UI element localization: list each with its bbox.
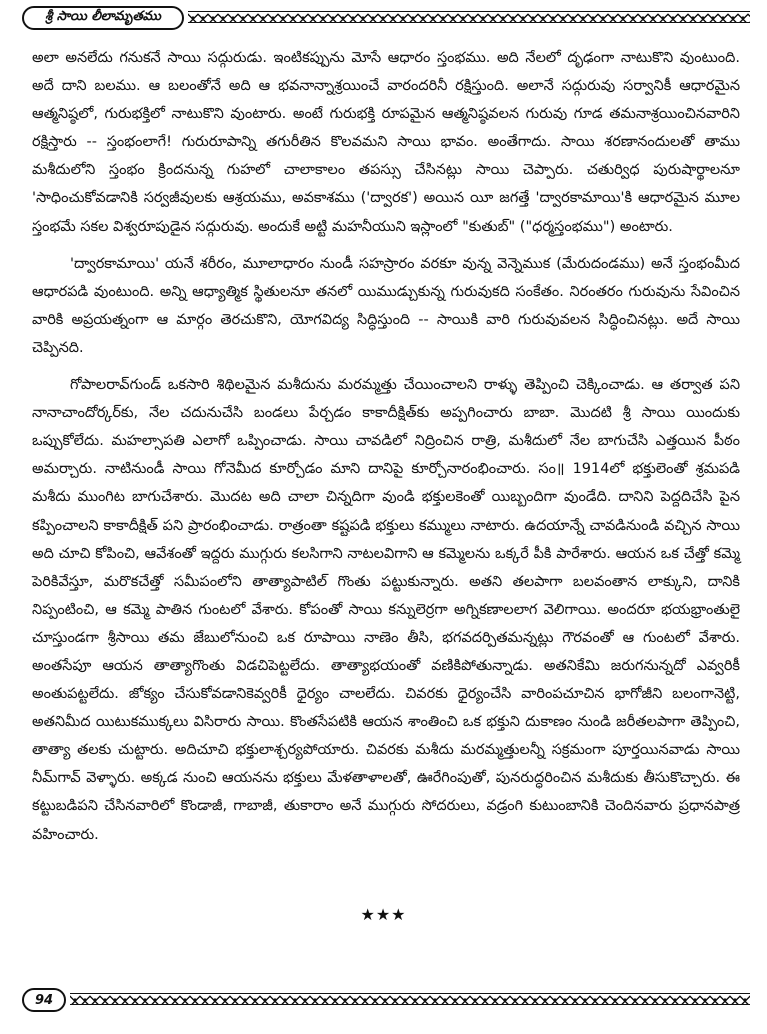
decorative-border-top	[188, 11, 750, 23]
paragraph-2: 'ద్వారకామాయి' యనే శరీరం, మూలాధారం నుండీ సహస్రారం వరకూ వున్న వెన్నెముక (మేరుదండము) అనే స్తంభంమీద ఆధారపడి వుంటుంది. అన్ని ఆధ్యాత్మిక స్థితులనూ తనలో యిముడ్చుకున్న గురువుకది సంకేతం. నిరంతరం గురువును సేవించిన వారికి అప్రయత్నంగా ఆ మార్గం తెరచుకొని, యోగవిద్య సిద్ధిస్తుంది -- సాయికి వారి గురువువలన సిద్ధించినట్లు. అదే సాయి చెప్పినది.	[32, 255, 740, 356]
page-header	[22, 6, 750, 32]
section-separator: ★★★	[360, 905, 407, 924]
decorative-border-bottom	[70, 993, 750, 1005]
paragraph-3: గోపాలరావ్‌గుండ్ ఒకసారి శిథిలమైన మశీదును మరమ్మత్తు చేయించాలని రాళ్ళు తెప్పించి చెక్కించాడు. ఆ తర్వాత పని నానాచాందోర్కర్‌కు, నేల చదునుచేసి బండలు పేర్చడం కాకాదీక్షిత్‌కు అప్పగించారు బాబా. మొదటి శ్రీ సాయి యిందుకు ఒప్పుకోలేదు. మహల్సాపతి ఎలాగో ఒప్పించాడు. సాయి చావడిలో నిద్రించిన రాత్రి, మశీదులో నేల బాగుచేసి ఎత్తయిన పీఠం అమర్చారు. నాటినుండీ సాయి గోనెమీద కూర్చోడం మాని దానిపై కూర్చోనారంభించారు. సం॥ 1914లో భక్తులెంతో శ్రమపడి మశీదు ముంగిట బాగుచేశారు. మొదట అది చాలా చిన్నదిగా వుండి భక్తులకెంతో యిబ్బందిగా వుండేది. దానిని పెద్దదిచేసి పైన కప్పించాలని కాకాదీక్షిత్ పని ప్రారంభించాడు. రాత్రంతా కష్టపడి భక్తులు కమ్ములు నాటారు. ఉదయాన్నే చావడినుండి వచ్చిన సాయి అది చూచి కోపించి, ఆవేశంతో ఇద్దరు ముగ్గురు కలసిగాని నాటలవిగాని ఆ కమ్మెలను ఒక్కరే పీకి పారేశారు. ఆయన ఒక చేత్తో కమ్మె పెరికివేస్తూ, మరొకచేత్తో సమీపంలోని తాత్యాపాటిల్ గొంతు పట్టుకున్నారు. అతని తలపాగా బలవంతాన లాక్కుని, దానికి నిప్పంటించి, ఆ కమ్మె పాతిన గుంటలో వేశారు. కోపంతో సాయి కన్నులెర్రగా అగ్నికణాలలాగ వెలిగాయి. అందరూ భయభ్రాంతులై చూస్తుండగా శ్రీసాయి తమ జేబులోనుంచి ఒక రూపాయి నాణెం తీసి, భగవదర్పితమన్నట్లు గౌరవంతో ఆ గుంటలో వేశారు. అంతసేపూ ఆయన తాత్యాగొంతు విడచిపెట్టలేదు. తాత్యాభయంతో వణికిపోతున్నాడు. అతనికేమి జరుగనున్నదో ఎవ్వరికీ అంతుపట్టలేదు. జోక్యం చేసుకోవడానికెవ్వరికీ ధైర్యం చాలలేదు. చివరకు ధైర్యంచేసి వారింపచూచిన భాగోజీని బలంగానెట్టి, అతనిమీద యిటుకముక్కలు విసిరారు సాయి. కొంతసేపటికి ఆయన శాంతించి ఒక భక్తుని దుకాణం నుండి జరీతలపాగా తెప్పించి, తాత్యా తలకు చుట్టారు. అదిచూచి భక్తులాశ్చర్యపోయారు. చివరకు మశీదు మరమ్మత్తులన్నీ సక్రమంగా పూర్తయినవాడు సాయి నీమ్‌గావ్ వెళ్ళారు. అక్కడ నుంచి ఆయనను భక్తులు మేళతాళాలతో, ఊరేగింపుతో, పునరుద్ధరించిన మశీదుకు తీసుకొచ్చారు. ఈ కట్టుబడిపని చేసినవారిలో కొండాజీ, గాబాజీ, తుకారాం అనే ముగ్గురు సోదరులు, వడ్రంగి కుటుంబానికి చెందినవారు ప్రధానపాత్ర వహించారు.	[32, 377, 740, 843]
body-text	[32, 44, 740, 858]
page-footer	[22, 988, 750, 1014]
running-title: శ్రీ సాయి లీలామృతము	[22, 6, 184, 30]
page-number: 94	[22, 988, 66, 1012]
paragraph-1: అలా అనలేదు గనుకనే సాయి సద్గురుడు. ఇంటికప్పును మోసే ఆధారం స్తంభము. అది నేలలో దృఢంగా నాటుకొని వుంటుంది. అదే దాని బలము. ఆ బలంతోనే అది ఆ భవనాన్నాశ్రయించే వారందరినీ రక్షిస్తుంది. అలానే సద్గురువు సర్వానికీ ఆధారమైన ఆత్మనిష్ఠలో, గురుభక్తిలో నాటుకొని వుంటారు. అంటే గురుభక్తి రూపమైన ఆత్మనిష్ఠవలన గురువు గూడ తమనాశ్రయించినవారిని రక్షిస్తారు -- స్తంభంలాగే! గురురూపాన్ని తగురీతిన కొలవమని సాయి భావం. అంతేగాదు. సాయి శరణానందులతో తాము మశీదులోని స్తంభం క్రిందనున్న గుహలో చాలాకాలం తపస్సు చేసినట్లు సాయి చెప్పారు. చతుర్విధ పురుషార్థాలనూ 'సాధించుకోవడానికి సర్వజీవులకు ఆశ్రయము, అవకాశము ('ద్వారక') అయిన యీ జగత్తే 'ద్వారకామాయి'కి ఆధారమైన మూల స్తంభమే సకల విశ్వరూపుడైన సద్గురువు. అందుకే అట్టి మహనీయుని ఇస్లాంలో "కుతుబ్" ("ధర్మస్తంభము") అంటారు.	[32, 50, 740, 235]
